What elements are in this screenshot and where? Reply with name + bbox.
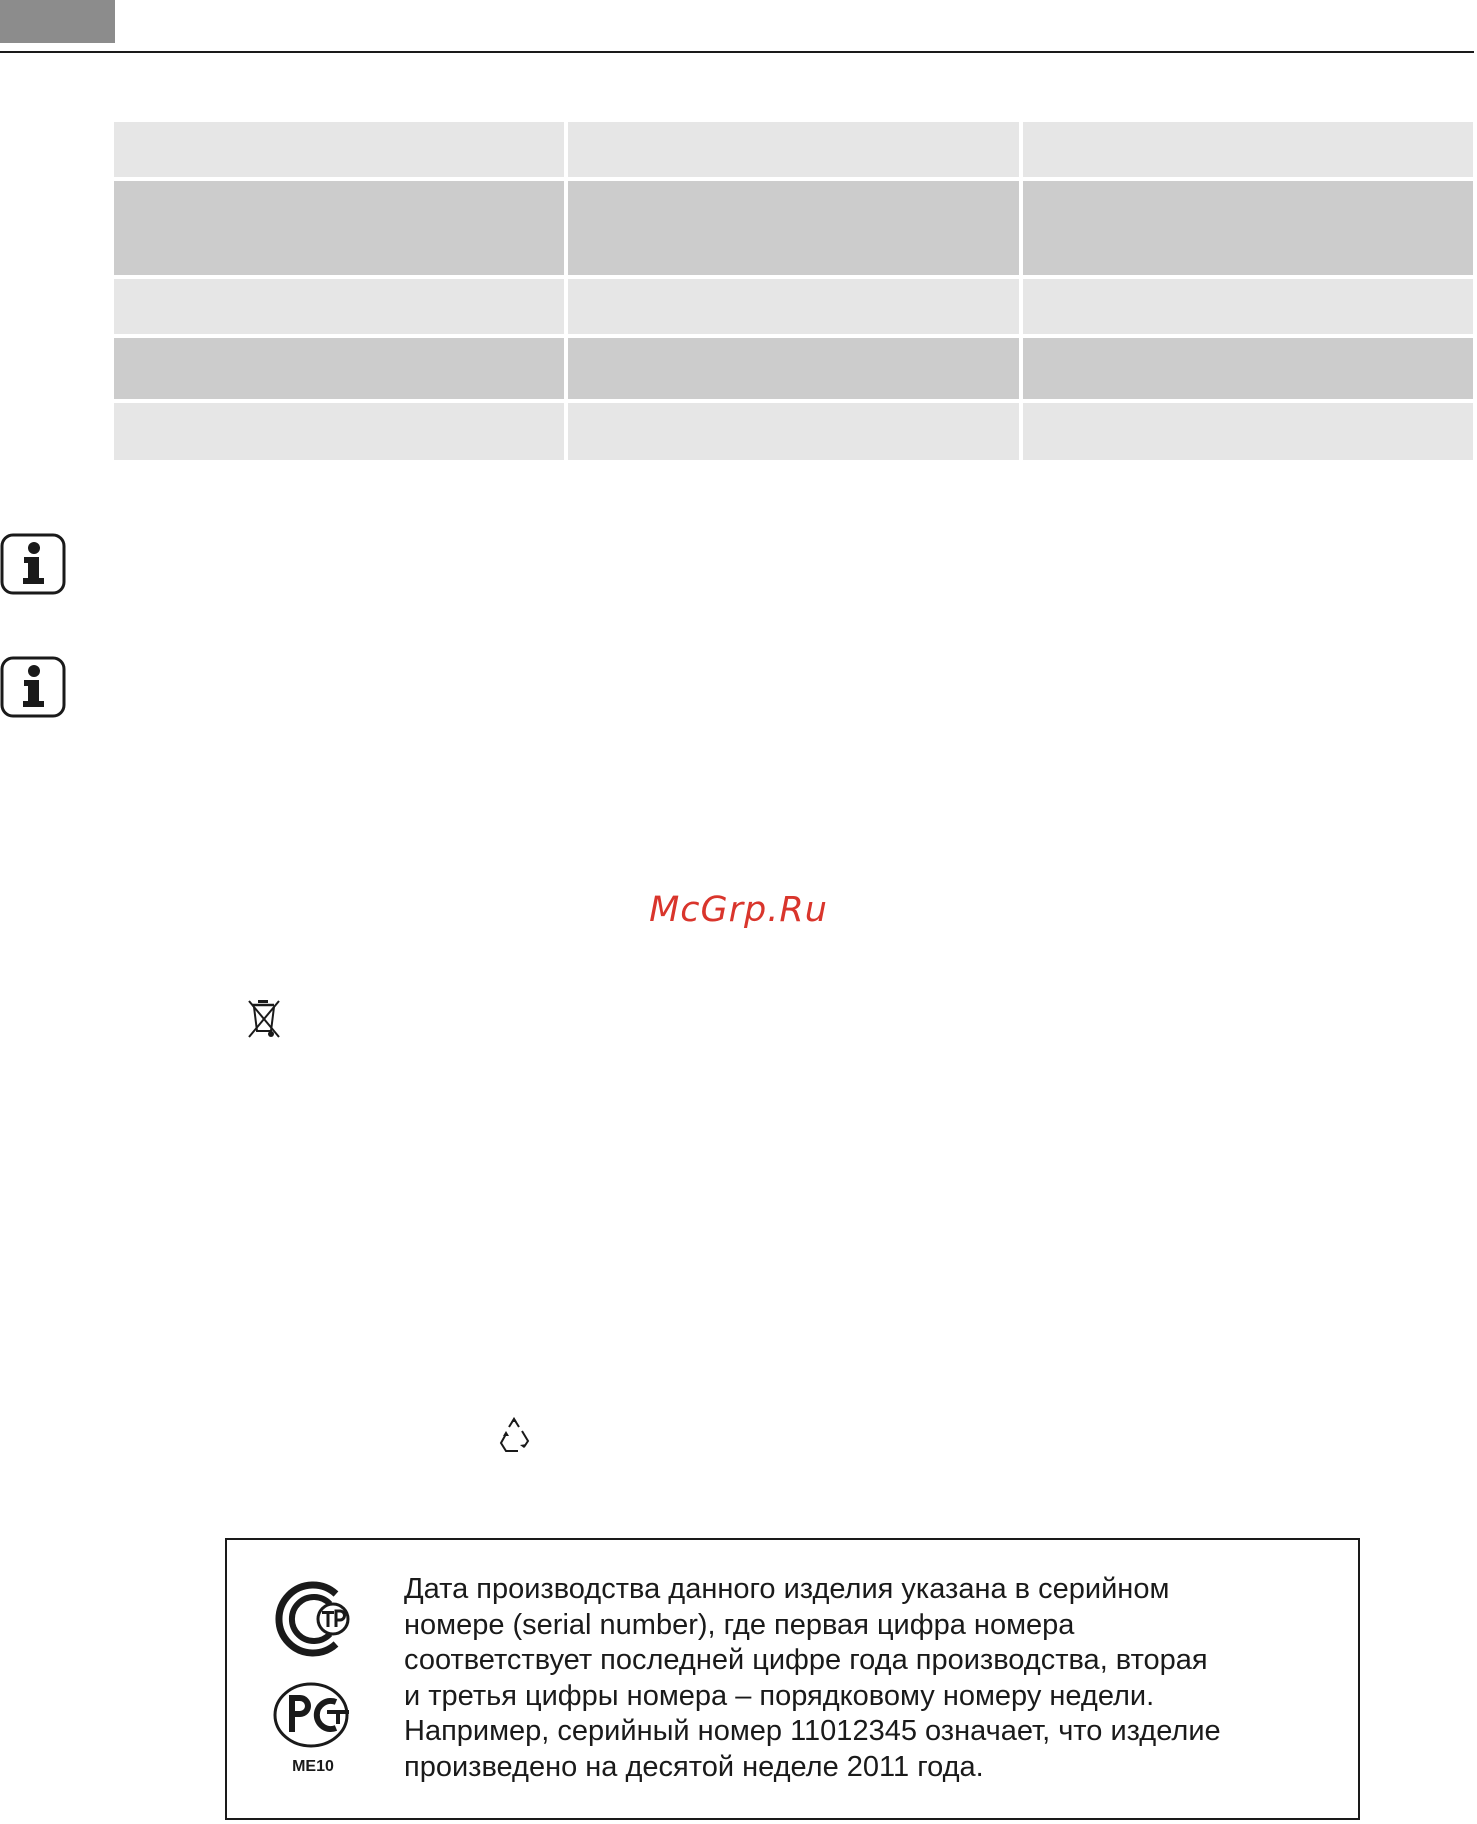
table-cell [568,403,1018,460]
table-cell [1023,122,1473,177]
info-icon [0,656,66,718]
notice-line: произведено на десятой неделе 2011 года. [404,1750,984,1783]
table-cell [1023,279,1473,334]
notice-text [404,1572,1344,1785]
notice-line: соответствует последней цифре года производства, вторая [404,1644,1208,1676]
top-rule [0,51,1474,53]
notice-line: Например, серийный номер 11012345 означает, что изделие [404,1715,1221,1747]
table-cell [568,122,1018,177]
table-cell [114,279,564,334]
table-row [114,122,1473,177]
table-cell [1023,338,1473,399]
watermark: McGrp.Ru [649,890,828,930]
header-tab-block [0,0,115,43]
recycle-icon [494,1415,534,1459]
table-cell [568,279,1018,334]
notice-line: номере (serial number), где первая цифра номера [404,1608,1075,1641]
table-row [114,181,1473,275]
notice-line: Дата производства данного изделия указана в серийном [404,1573,1170,1605]
table-row [114,338,1473,399]
crossed-out-wheelie-bin-icon [244,997,284,1041]
notice-line: и третья цифры номера – порядковому номеру недели. [404,1679,1155,1712]
table-row [114,403,1473,460]
table-cell [568,338,1018,399]
table-cell [114,122,564,177]
table-cell [1023,181,1473,275]
table-cell [1023,403,1473,460]
manufacture-date-notice [225,1538,1360,1820]
table-cell [114,403,564,460]
table-cell [114,181,564,275]
spec-table [114,122,1473,464]
table-row [114,279,1473,334]
info-icon [0,533,66,595]
pct-certification-mark-icon [272,1680,354,1750]
table-cell [568,181,1018,275]
eac-certification-mark-icon [272,1578,354,1660]
table-cell [114,338,564,399]
certification-code: ME10 [292,1758,334,1775]
